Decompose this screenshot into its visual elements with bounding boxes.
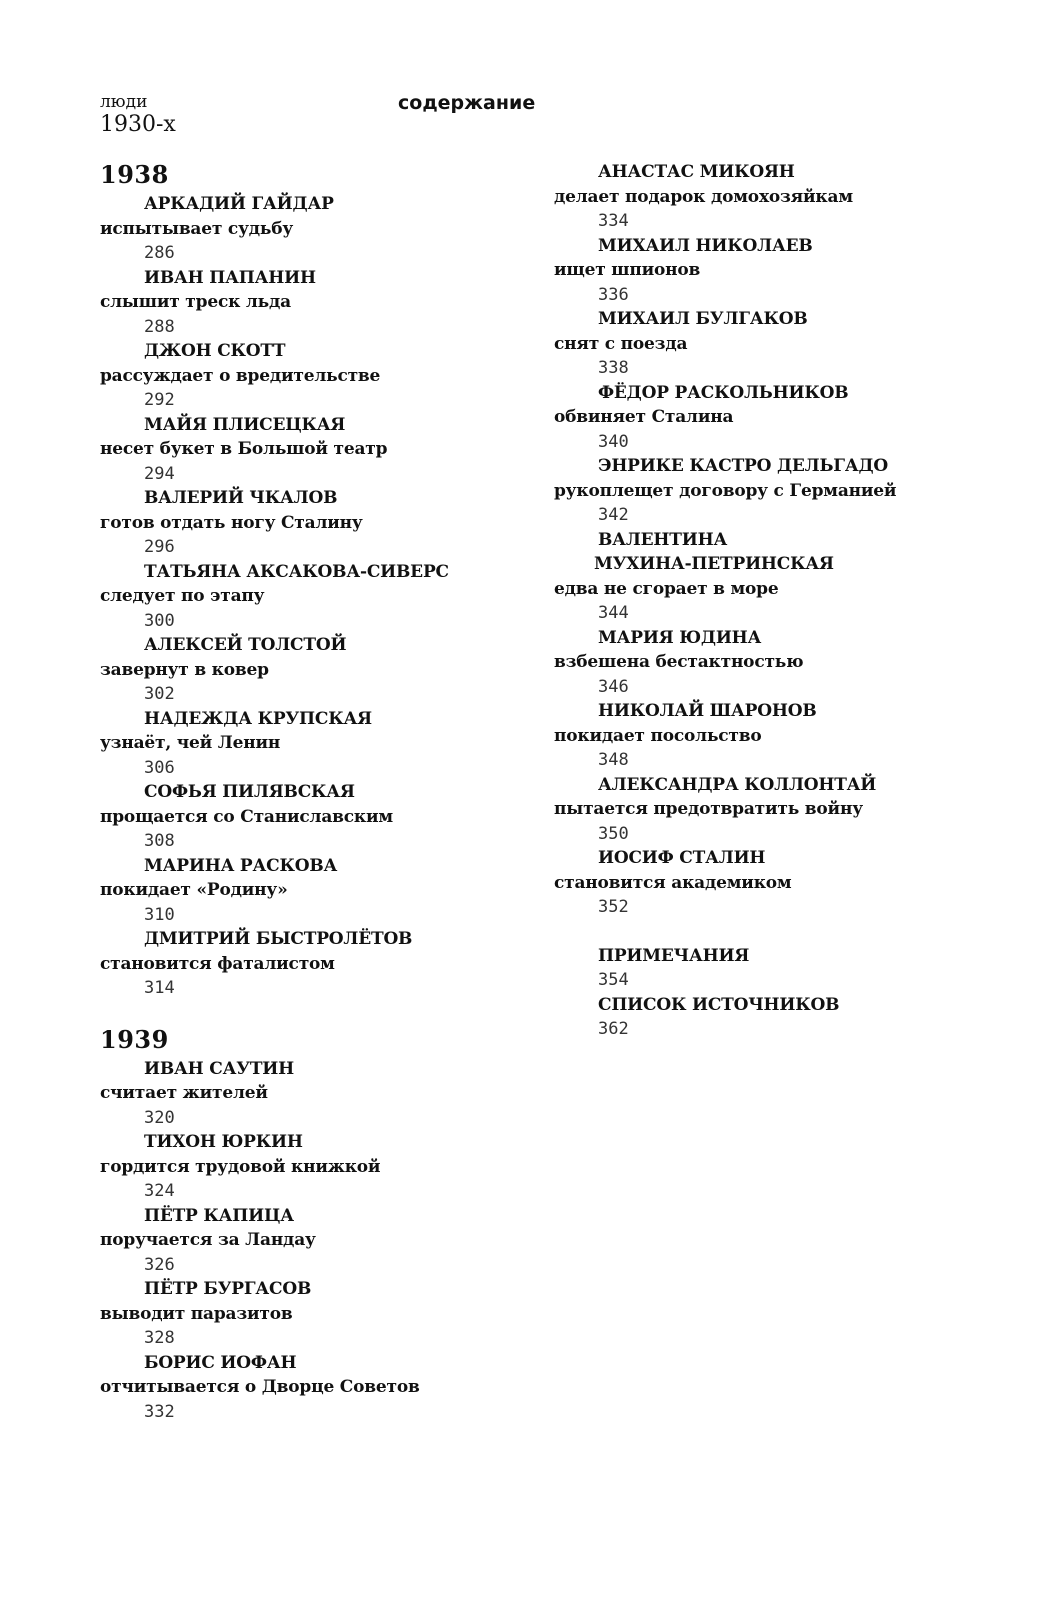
entry-page-number: 326 (144, 1254, 175, 1275)
entry-description: становится фаталистом (100, 953, 335, 974)
entry-page-number: 346 (598, 676, 629, 697)
entry-description: едва не сгорает в море (554, 578, 779, 599)
toc-entry[interactable] (100, 339, 520, 413)
toc-entry[interactable] (100, 266, 520, 340)
entry-description: гордится трудовой книжкой (100, 1156, 381, 1177)
entry-name: ЭНРИКЕ КАСТРО ДЕЛЬГАДО (598, 456, 889, 476)
entry-name: ИВАН САУТИН (144, 1058, 295, 1079)
entry-page-number: 336 (598, 284, 629, 305)
entry-description: покидает «Родину» (100, 880, 288, 900)
entry-description: рукоплещет договору с Германией (554, 480, 897, 501)
entry-page-number: 350 (598, 823, 629, 844)
entry-page-number: 338 (598, 358, 629, 378)
toc-entry[interactable] (554, 626, 974, 700)
entry-description: покидает посольство (554, 725, 762, 746)
year-heading: 1938 (100, 160, 169, 189)
toc-entry[interactable] (100, 1057, 520, 1131)
entry-name-line-2: МУХИНА-ПЕТРИНСКАЯ (594, 554, 834, 574)
entry-page-number: 302 (144, 684, 175, 704)
entry-name (554, 528, 974, 577)
toc-entry[interactable] (100, 780, 520, 854)
entry-name: ПЁТР БУРГАСОВ (144, 1279, 312, 1299)
running-header-title: люди (100, 92, 148, 112)
section-gap (554, 920, 974, 944)
entry-page-number: 352 (598, 897, 629, 917)
entry-name: ДМИТРИЙ БЫСТРОЛЁТОВ (144, 929, 413, 949)
entry-page-number: 286 (144, 243, 175, 263)
toc-entry[interactable] (554, 381, 974, 455)
entry-name: НИКОЛАЙ ШАРОНОВ (598, 701, 817, 721)
entry-page-number: 332 (144, 1401, 175, 1422)
entry-description: рассуждает о вредительстве (100, 365, 381, 386)
entry-description: отчитывается о Дворце Советов (100, 1377, 420, 1397)
entry-page-number: 354 (598, 970, 629, 990)
entry-description: делает подарок домохозяйкам (554, 186, 853, 207)
entry-description: взбешена бестактностью (554, 652, 804, 672)
entry-page-number: 342 (598, 505, 629, 525)
entry-page-number: 340 (598, 431, 629, 452)
entry-name: ПРИМЕЧАНИЯ (598, 945, 750, 966)
entry-name: АЛЕКСЕЙ ТОЛСТОЙ (144, 635, 347, 655)
toc-entry[interactable] (100, 1351, 520, 1425)
entry-page-number: 310 (144, 904, 175, 925)
toc-right-column (554, 160, 974, 1042)
entry-name: СПИСОК ИСТОЧНИКОВ (598, 994, 840, 1015)
year-heading: 1939 (100, 1024, 169, 1054)
entry-page-number: 294 (144, 463, 175, 484)
entry-name: СОФЬЯ ПИЛЯВСКАЯ (144, 782, 355, 802)
entry-page-number: 308 (144, 831, 175, 851)
toc-entry[interactable] (100, 1204, 520, 1278)
entry-description: выводит паразитов (100, 1303, 293, 1324)
entry-description: следует по этапу (100, 586, 265, 606)
entry-description: испытывает судьбу (100, 218, 294, 239)
entry-description: поручается за Ландау (100, 1230, 316, 1250)
toc-entry[interactable] (100, 927, 520, 1001)
toc-entry[interactable] (554, 454, 974, 528)
entry-name: ДЖОН СКОТТ (144, 341, 286, 361)
toc-entry[interactable] (100, 560, 520, 634)
entry-name: ТАТЬЯНА АКСАКОВА-СИВЕРС (144, 561, 449, 582)
running-header (100, 92, 176, 138)
toc-entry[interactable] (554, 160, 974, 234)
entry-name: МИХАИЛ НИКОЛАЕВ (598, 235, 813, 256)
entry-page-number: 306 (144, 757, 175, 778)
toc-entry[interactable] (554, 528, 974, 626)
entry-description: пытается предотвратить войну (554, 799, 863, 819)
toc-entry[interactable] (100, 192, 520, 266)
entry-description: считает жителей (100, 1083, 268, 1103)
entry-page-number: 296 (144, 537, 175, 557)
entry-name: МАЙЯ ПЛИСЕЦКАЯ (144, 414, 346, 435)
entry-page-number: 292 (144, 390, 175, 410)
entry-description: слышит треск льда (100, 292, 291, 312)
entry-page-number: 324 (144, 1181, 175, 1201)
entry-name: ИОСИФ СТАЛИН (598, 848, 766, 868)
toc-entry[interactable] (554, 307, 974, 381)
toc-left-column (100, 160, 520, 1424)
entry-description: готов отдать ногу Сталину (100, 512, 363, 533)
toc-entry[interactable] (100, 1130, 520, 1204)
toc-entry[interactable] (554, 699, 974, 773)
entry-name: МАРИЯ ЮДИНА (598, 627, 762, 648)
toc-entry[interactable] (100, 633, 520, 707)
entry-name: ИВАН ПАПАНИН (144, 267, 316, 288)
entry-description: несет букет в Большой театр (100, 439, 388, 459)
toc-entry[interactable] (100, 413, 520, 487)
entry-description: узнаёт, чей Ленин (100, 733, 281, 753)
entry-page-number: 334 (598, 211, 629, 231)
toc-entry-notes[interactable] (554, 944, 974, 993)
toc-entry[interactable] (100, 486, 520, 560)
toc-entry[interactable] (554, 773, 974, 847)
entry-name: АНАСТАС МИКОЯН (598, 162, 795, 182)
entry-name: ВАЛЕРИЙ ЧКАЛОВ (144, 488, 338, 508)
toc-entry[interactable] (554, 234, 974, 308)
entry-name-line-1: ВАЛЕНТИНА (598, 529, 728, 550)
entry-description: ищет шпионов (554, 260, 701, 280)
entry-page-number: 314 (144, 978, 175, 998)
toc-entry[interactable] (554, 846, 974, 920)
entry-page-number: 288 (144, 316, 175, 337)
entry-page-number: 362 (598, 1019, 629, 1039)
toc-entry[interactable] (100, 707, 520, 781)
entry-description: прощается со Станиславским (100, 806, 393, 827)
entry-page-number: 348 (598, 750, 629, 770)
entry-description: обвиняет Сталина (554, 407, 734, 427)
entry-page-number: 328 (144, 1328, 175, 1348)
entry-page-number: 320 (144, 1107, 175, 1128)
running-header-period: 1930-х (100, 112, 176, 137)
entry-name: БОРИС ИОФАН (144, 1352, 297, 1373)
entry-name: ТИХОН ЮРКИН (144, 1132, 303, 1152)
entry-name: НАДЕЖДА КРУПСКАЯ (144, 708, 372, 729)
toc-entry[interactable] (100, 854, 520, 928)
entry-page-number: 344 (598, 603, 629, 623)
entry-name: АЛЕКСАНДРА КОЛЛОНТАЙ (598, 774, 877, 795)
entry-name: ПЁТР КАПИЦА (144, 1205, 294, 1226)
entry-description: завернут в ковер (100, 659, 269, 680)
toc-entry-sources[interactable] (554, 993, 974, 1042)
entry-name: МАРИНА РАСКОВА (144, 855, 338, 876)
page-title: содержание (398, 92, 536, 114)
toc-entry[interactable] (100, 1277, 520, 1351)
entry-name: МИХАИЛ БУЛГАКОВ (598, 309, 808, 329)
entry-page-number: 300 (144, 610, 175, 631)
entry-name: АРКАДИЙ ГАЙДАР (144, 194, 334, 214)
entry-description: снят с поезда (554, 333, 688, 354)
entry-description: становится академиком (554, 872, 792, 893)
entry-name: ФЁДОР РАСКОЛЬНИКОВ (598, 382, 849, 403)
